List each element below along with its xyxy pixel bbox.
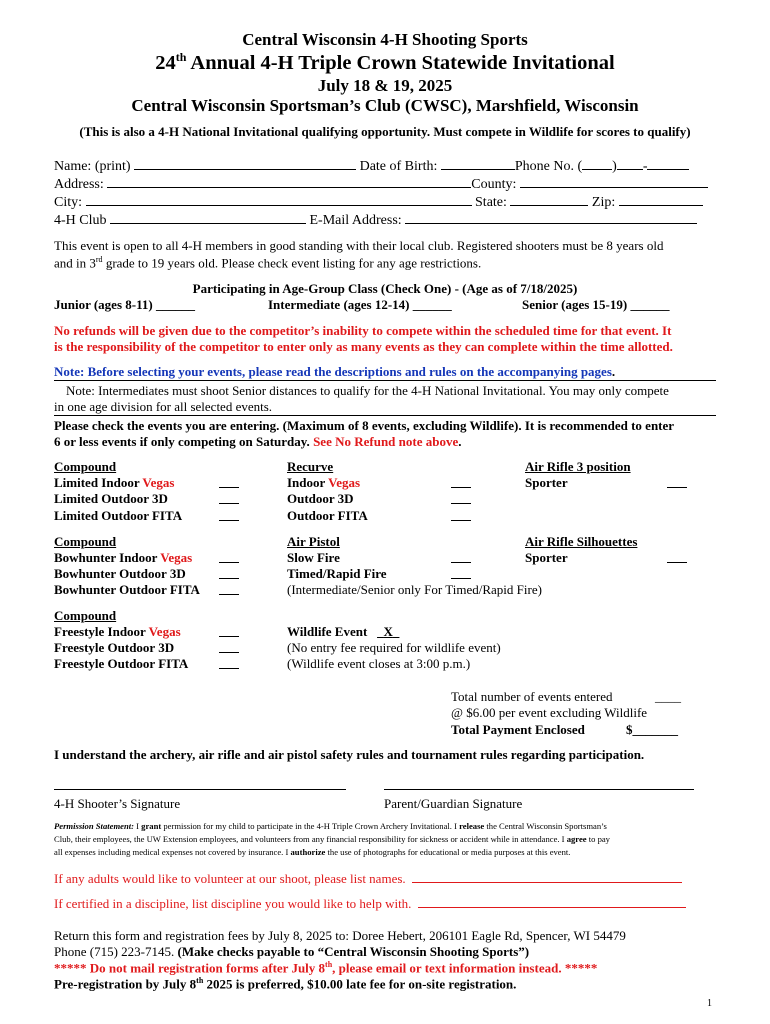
- see-refund-note: See No Refund note above: [313, 434, 459, 449]
- divider: [54, 380, 716, 381]
- event-timed-rapid-fire: Timed/Rapid Fire: [287, 566, 387, 581]
- checkbox-bowhunter-outdoor-fita[interactable]: [219, 583, 239, 595]
- event-label: Indoor: [287, 475, 329, 490]
- shooter-signature-label: 4-H Shooter’s Signature: [54, 796, 181, 811]
- phone-label: Phone No. (: [514, 159, 583, 174]
- refund-notice-line-1: No refunds will be given due to the competitor’s inability to compete within the scheduled time for that event. It: [54, 323, 672, 338]
- refund-notice-line-2: is the responsibility of the competitor to enter only as many events as they can complete within the time allotted.: [54, 339, 673, 354]
- intermediate-note-1: Note: Intermediates must shoot Senior distances to qualify for the 4-H National Invitational. You may only compete: [66, 383, 669, 398]
- total-payment-field[interactable]: $_______: [626, 722, 678, 737]
- event-freestyle-indoor-vegas: [54, 624, 181, 640]
- event-label: Limited Indoor: [54, 475, 143, 490]
- divider: [54, 415, 716, 416]
- title-number: 24: [155, 51, 176, 74]
- name-row: [54, 159, 689, 175]
- age-group-heading: Participating in Age-Group Class (Check One) - (Age as of 7/18/2025): [192, 281, 578, 296]
- volunteer-adults: [54, 871, 682, 887]
- compound-heading: Compound: [54, 534, 117, 549]
- address-field[interactable]: [107, 186, 471, 188]
- shooter-signature-line[interactable]: [54, 789, 346, 790]
- parent-signature-line[interactable]: [384, 789, 694, 790]
- event-limited-outdoor-3d: Limited Outdoor 3D: [54, 491, 168, 506]
- see-refund-period: .: [458, 434, 462, 449]
- county-field[interactable]: [520, 186, 708, 188]
- prereg-a: Pre-registration by July 8: [54, 976, 197, 992]
- junior-option[interactable]: Junior (ages 8-11) ______: [54, 297, 195, 312]
- phone-prefix-field[interactable]: [617, 168, 643, 170]
- qualifier-note: (This is also a 4-H National Invitational qualifying opportunity. Must compete in Wildlife for scores to qualify): [79, 124, 691, 139]
- page-title: [0, 50, 770, 75]
- permission-text: permission for my child to participate in the 4-H Triple Crown Archery Invitational. I: [161, 821, 460, 831]
- eligibility-line-2: [54, 255, 481, 271]
- total-payment-label: Total Payment Enclosed: [451, 722, 585, 737]
- email-label: E-Mail Address:: [309, 213, 402, 228]
- preregistration-note: [54, 976, 516, 992]
- county-label: County:: [471, 177, 517, 192]
- event-recurve-indoor-vegas: [287, 475, 360, 491]
- eligibility-sup: rd: [95, 255, 103, 264]
- name-field[interactable]: [134, 168, 356, 170]
- check-events-line-2: [54, 434, 461, 450]
- checkbox-recurve-outdoor-3d[interactable]: [451, 492, 471, 504]
- event-bowhunter-indoor-vegas: [54, 550, 192, 566]
- event-bowhunter-outdoor-fita: Bowhunter Outdoor FITA: [54, 582, 200, 597]
- event-air-rifle-sil-sporter: Sporter: [525, 550, 568, 565]
- wildlife-note-1: (No entry fee required for wildlife event): [287, 640, 501, 655]
- permission-line-2: [54, 834, 610, 844]
- permission-text: all expenses including medical expenses not covered by insurance. I: [54, 847, 291, 857]
- check-events-text: 6 or less events if only competing on Saturday.: [54, 434, 314, 449]
- checks-payable: (Make checks payable to “Central Wisconsin Shooting Sports”): [177, 944, 530, 959]
- event-recurve-outdoor-fita: Outdoor FITA: [287, 508, 368, 523]
- volunteer-names-field[interactable]: [412, 881, 682, 883]
- checkbox-limited-indoor-vegas[interactable]: [219, 476, 239, 488]
- state-field[interactable]: [510, 204, 588, 206]
- read-rules-period: .: [611, 364, 616, 379]
- dob-field[interactable]: [441, 168, 515, 170]
- event-slow-fire: Slow Fire: [287, 550, 340, 565]
- volunteer-certified: [54, 896, 686, 912]
- checkbox-air-rifle-3p-sporter[interactable]: [667, 476, 687, 488]
- city-field[interactable]: [86, 204, 472, 206]
- checkbox-freestyle-outdoor-fita[interactable]: [219, 657, 239, 669]
- vegas-label: Vegas: [148, 624, 181, 639]
- permission-text: the Central Wisconsin Sportsman’s: [484, 821, 607, 831]
- checkbox-slow-fire[interactable]: [451, 551, 471, 563]
- event-limited-outdoor-fita: Limited Outdoor FITA: [54, 508, 183, 523]
- event-recurve-outdoor-3d: Outdoor 3D: [287, 491, 354, 506]
- event-limited-indoor-vegas: [54, 475, 174, 491]
- mail-warning: [54, 960, 597, 976]
- compound-heading: Compound: [54, 459, 117, 474]
- eligibility-text-a: and in 3: [54, 255, 96, 271]
- phone-area-field[interactable]: [582, 168, 612, 170]
- checkbox-freestyle-indoor-vegas[interactable]: [219, 625, 239, 637]
- city-label: City:: [54, 195, 83, 210]
- club-label: 4-H Club: [54, 213, 107, 228]
- volunteer-adults-text: If any adults would like to volunteer at our shoot, please list names.: [54, 871, 406, 886]
- parent-signature-label: Parent/Guardian Signature: [384, 796, 523, 811]
- event-air-rifle-3p-sporter: Sporter: [525, 475, 568, 490]
- checkbox-recurve-outdoor-fita[interactable]: [451, 509, 471, 521]
- air-pistol-heading: Air Pistol: [287, 534, 340, 549]
- event-bowhunter-outdoor-3d: Bowhunter Outdoor 3D: [54, 566, 186, 581]
- mail-warning-b: , please email or text information instead. *****: [332, 960, 598, 976]
- event-freestyle-outdoor-fita: Freestyle Outdoor FITA: [54, 656, 189, 671]
- permission-text: the use of photographs for educational or media purposes at this event.: [325, 847, 571, 857]
- checkbox-bowhunter-outdoor-3d[interactable]: [219, 567, 239, 579]
- address-row: [54, 177, 708, 193]
- email-field[interactable]: [405, 222, 697, 224]
- event-label: Bowhunter Indoor: [54, 550, 161, 565]
- org-name: Central Wisconsin 4-H Shooting Sports: [242, 30, 528, 49]
- permission-line-3: [54, 847, 570, 857]
- wildlife-checkbox[interactable]: [377, 624, 399, 639]
- checkbox-timed-rapid-fire[interactable]: [451, 567, 471, 579]
- checkbox-recurve-indoor-vegas[interactable]: [451, 476, 471, 488]
- zip-label: Zip:: [591, 195, 616, 210]
- total-events-label: Total number of events entered: [451, 689, 613, 704]
- acknowledgement: I understand the archery, air rifle and air pistol safety rules and tournament rules regarding participation.: [54, 747, 645, 762]
- vegas-label: Vegas: [160, 550, 193, 565]
- recurve-heading: Recurve: [287, 459, 334, 474]
- phone-line-field[interactable]: [647, 168, 689, 170]
- dob-label: Date of Birth:: [359, 159, 438, 174]
- permission-grant: grant: [141, 821, 162, 831]
- return-phone: Phone (715) 223-7145.: [54, 944, 178, 959]
- name-label: Name: (print): [54, 159, 131, 174]
- state-label: State:: [475, 195, 507, 210]
- event-label: Freestyle Indoor: [54, 624, 149, 639]
- club-field[interactable]: [110, 222, 306, 224]
- mail-warning-a: ***** Do not mail registration forms after July 8: [54, 960, 326, 976]
- prereg-b: 2025 is preferred, $10.00 late fee for on-site registration.: [203, 976, 517, 992]
- eligibility-text-b: grade to 19 years old. Please check event listing for any age restrictions.: [102, 255, 482, 271]
- eligibility-line-1: This event is open to all 4-H members in good standing with their local club. Registered shooters must be 8 years old: [54, 238, 664, 253]
- fee-label: @ $6.00 per event excluding Wildlife: [451, 705, 648, 720]
- title-rest: Annual 4-H Triple Crown Statewide Invitational: [186, 51, 615, 74]
- mail-warning-sup: th: [325, 960, 333, 969]
- page-number: 1: [707, 998, 712, 1009]
- intermediate-note-2: in one age division for all selected events.: [54, 399, 273, 414]
- air-rifle-3p-heading: Air Rifle 3 position: [525, 459, 631, 474]
- intermediate-option[interactable]: Intermediate (ages 12-14) ______: [268, 297, 452, 312]
- permission-text: I: [133, 821, 142, 831]
- air-rifle-silhouettes-heading: Air Rifle Silhouettes: [525, 534, 638, 549]
- read-rules-text: Note: Before selecting your events, please read the descriptions and rules on the accompanying pages: [54, 364, 612, 379]
- checkbox-freestyle-outdoor-3d[interactable]: [219, 641, 239, 653]
- checkbox-air-rifle-sil-sporter[interactable]: [667, 551, 687, 563]
- phone-dash: -: [642, 159, 648, 174]
- wildlife-label: Wildlife Event: [287, 624, 368, 639]
- return-info-line-2: [54, 944, 529, 960]
- city-row: [54, 195, 703, 211]
- permission-text: to pay: [586, 834, 610, 844]
- check-events-line-1: Please check the events you are entering. (Maximum of 8 events, excluding Wildlife). It is recommended to enter: [54, 418, 675, 433]
- read-rules-note: [54, 364, 615, 380]
- checkbox-bowhunter-indoor-vegas[interactable]: [219, 551, 239, 563]
- checkbox-limited-outdoor-3d[interactable]: [219, 492, 239, 504]
- event-dates: July 18 & 19, 2025: [317, 76, 453, 95]
- prereg-sup: th: [196, 976, 204, 985]
- permission-authorize: authorize: [290, 847, 326, 857]
- vegas-label: Vegas: [142, 475, 175, 490]
- total-events-field[interactable]: ____: [655, 689, 681, 704]
- address-label: Address:: [54, 177, 104, 192]
- permission-label: Permission Statement:: [54, 821, 134, 831]
- wildlife-event: [287, 624, 399, 640]
- vegas-label: Vegas: [328, 475, 361, 490]
- checkbox-limited-outdoor-fita[interactable]: [219, 509, 239, 521]
- permission-text: Club, their employees, the UW Extension employees, and volunteers from any financial responsibility for sickness or accident while in attendance. I: [54, 834, 567, 844]
- permission-release: release: [459, 821, 485, 831]
- senior-option[interactable]: Senior (ages 15-19) ______: [522, 297, 670, 312]
- wildlife-mark: X: [383, 624, 393, 639]
- phone-paren: ): [612, 159, 617, 174]
- wildlife-note-2: (Wildlife event closes at 3:00 p.m.): [287, 656, 471, 671]
- event-freestyle-outdoor-3d: Freestyle Outdoor 3D: [54, 640, 175, 655]
- venue: Central Wisconsin Sportsman’s Club (CWSC), Marshfield, Wisconsin: [131, 96, 639, 115]
- permission-line-1: [54, 821, 607, 831]
- air-pistol-note: (Intermediate/Senior only For Timed/Rapid Fire): [287, 582, 542, 597]
- volunteer-certified-text: If certified in a discipline, list discipline you would like to help with.: [54, 896, 412, 911]
- club-row: [54, 213, 697, 229]
- return-info-line-1: Return this form and registration fees by July 8, 2025 to: Doree Hebert, 206101 Eagle Rd, Spencer, WI 54479: [54, 928, 626, 943]
- title-sup: th: [175, 50, 187, 64]
- compound-heading: Compound: [54, 608, 117, 623]
- zip-field[interactable]: [619, 204, 703, 206]
- permission-agree: agree: [566, 834, 587, 844]
- volunteer-discipline-field[interactable]: [418, 906, 686, 908]
